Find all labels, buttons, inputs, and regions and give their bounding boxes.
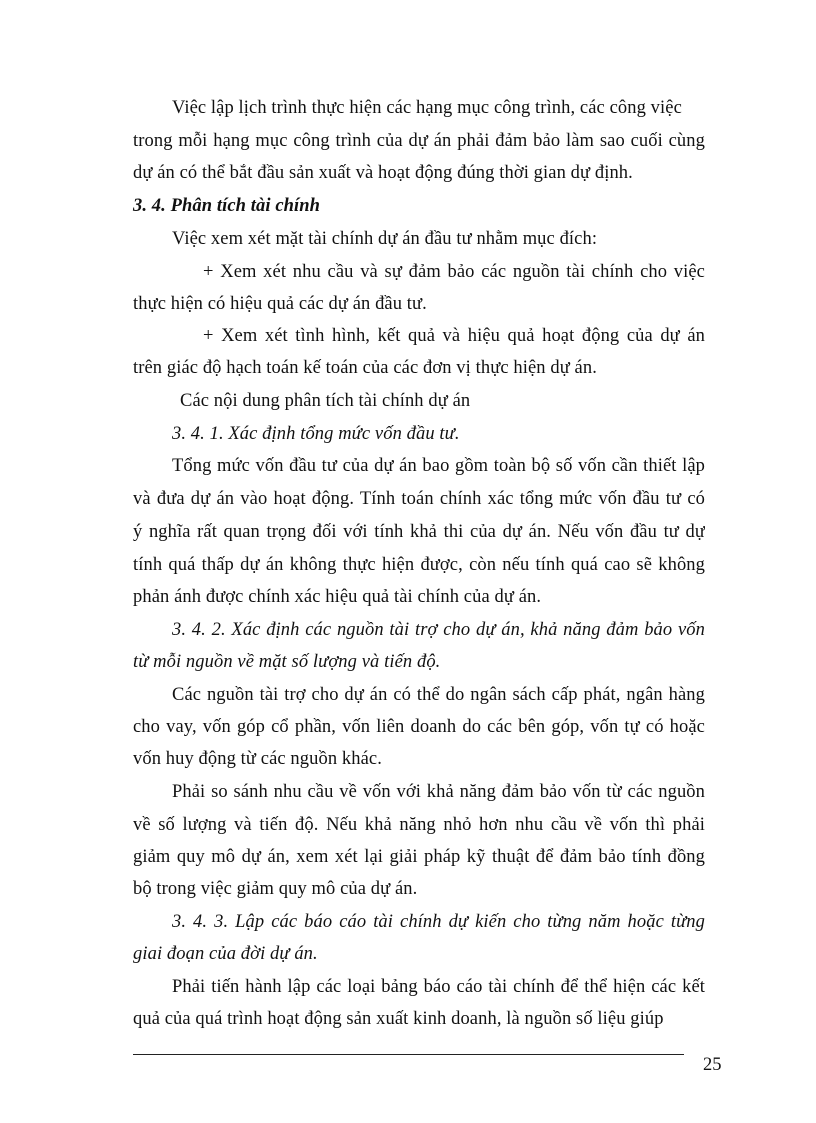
body-line: trong mỗi hạng mục công trình của dự án phải đảm bảo làm sao cuối cùng [133, 131, 705, 151]
subsection-heading: 3. 4. 2. Xác định các nguồn tài trợ cho dự án, khả năng đảm bảo vốn [172, 620, 705, 640]
body-line: trên giác độ hạch toán kế toán của các đơn vị thực hiện dự án. [133, 358, 597, 378]
body-line: thực hiện có hiệu quả các dự án đầu tư. [133, 294, 427, 314]
body-line: Tổng mức vốn đầu tư của dự án bao gồm toàn bộ số vốn cần thiết lập [172, 456, 705, 476]
body-line: tính quá thấp dự án không thực hiện được, còn nếu tính quá cao sẽ không [133, 555, 705, 575]
body-line: Việc lập lịch trình thực hiện các hạng mục công trình, các công việc [172, 98, 682, 118]
body-line: Các nội dung phân tích tài chính dự án [180, 391, 471, 411]
body-line: giảm quy mô dự án, xem xét lại giải pháp kỹ thuật để đảm bảo tính đồng [133, 847, 705, 867]
body-line: dự án có thể bắt đầu sản xuất và hoạt động đúng thời gian dự định. [133, 163, 633, 183]
body-line: vốn huy động từ các nguồn khác. [133, 749, 382, 769]
subsection-heading: 3. 4. 3. Lập các báo cáo tài chính dự kiến cho từng năm hoặc từng [172, 912, 705, 932]
body-line: và đưa dự án vào hoạt động. Tính toán chính xác tổng mức vốn đầu tư có [133, 489, 705, 509]
page-number: 25 [703, 1055, 722, 1075]
body-line: ý nghĩa rất quan trọng đối với tính khả thi của dự án. Nếu vốn đầu tư dự [133, 522, 705, 542]
body-line: về số lượng và tiến độ. Nếu khả năng nhỏ hơn nhu cầu về vốn thì phải [133, 815, 705, 835]
section-heading: 3. 4. Phân tích tài chính [133, 196, 321, 216]
bullet-line: + Xem xét tình hình, kết quả và hiệu quả hoạt động của dự án [203, 326, 705, 346]
bullet-line: + Xem xét nhu cầu và sự đảm bảo các nguồn tài chính cho việc [203, 262, 705, 282]
subsection-heading: từ mỗi nguồn về mặt số lượng và tiến độ. [133, 652, 441, 672]
body-line: Phải so sánh nhu cầu về vốn với khả năng đảm bảo vốn từ các nguồn [172, 782, 705, 802]
subsection-heading: 3. 4. 1. Xác định tổng mức vốn đầu tư. [172, 424, 460, 444]
footer-rule [133, 1054, 684, 1055]
body-line: Phải tiến hành lập các loại bảng báo cáo tài chính để thể hiện các kết [172, 977, 705, 997]
body-line: Việc xem xét mặt tài chính dự án đầu tư nhằm mục đích: [172, 229, 598, 249]
body-line: quả của quá trình hoạt động sản xuất kinh doanh, là nguồn số liệu giúp [133, 1009, 664, 1029]
body-line: phản ánh được chính xác hiệu quả tài chính của dự án. [133, 587, 542, 607]
body-line: Các nguồn tài trợ cho dự án có thể do ngân sách cấp phát, ngân hàng [172, 685, 705, 705]
body-line: bộ trong việc giảm quy mô của dự án. [133, 879, 418, 899]
body-line: cho vay, vốn góp cổ phần, vốn liên doanh do các bên góp, vốn tự có hoặc [133, 717, 705, 737]
subsection-heading: giai đoạn của đời dự án. [133, 944, 318, 964]
